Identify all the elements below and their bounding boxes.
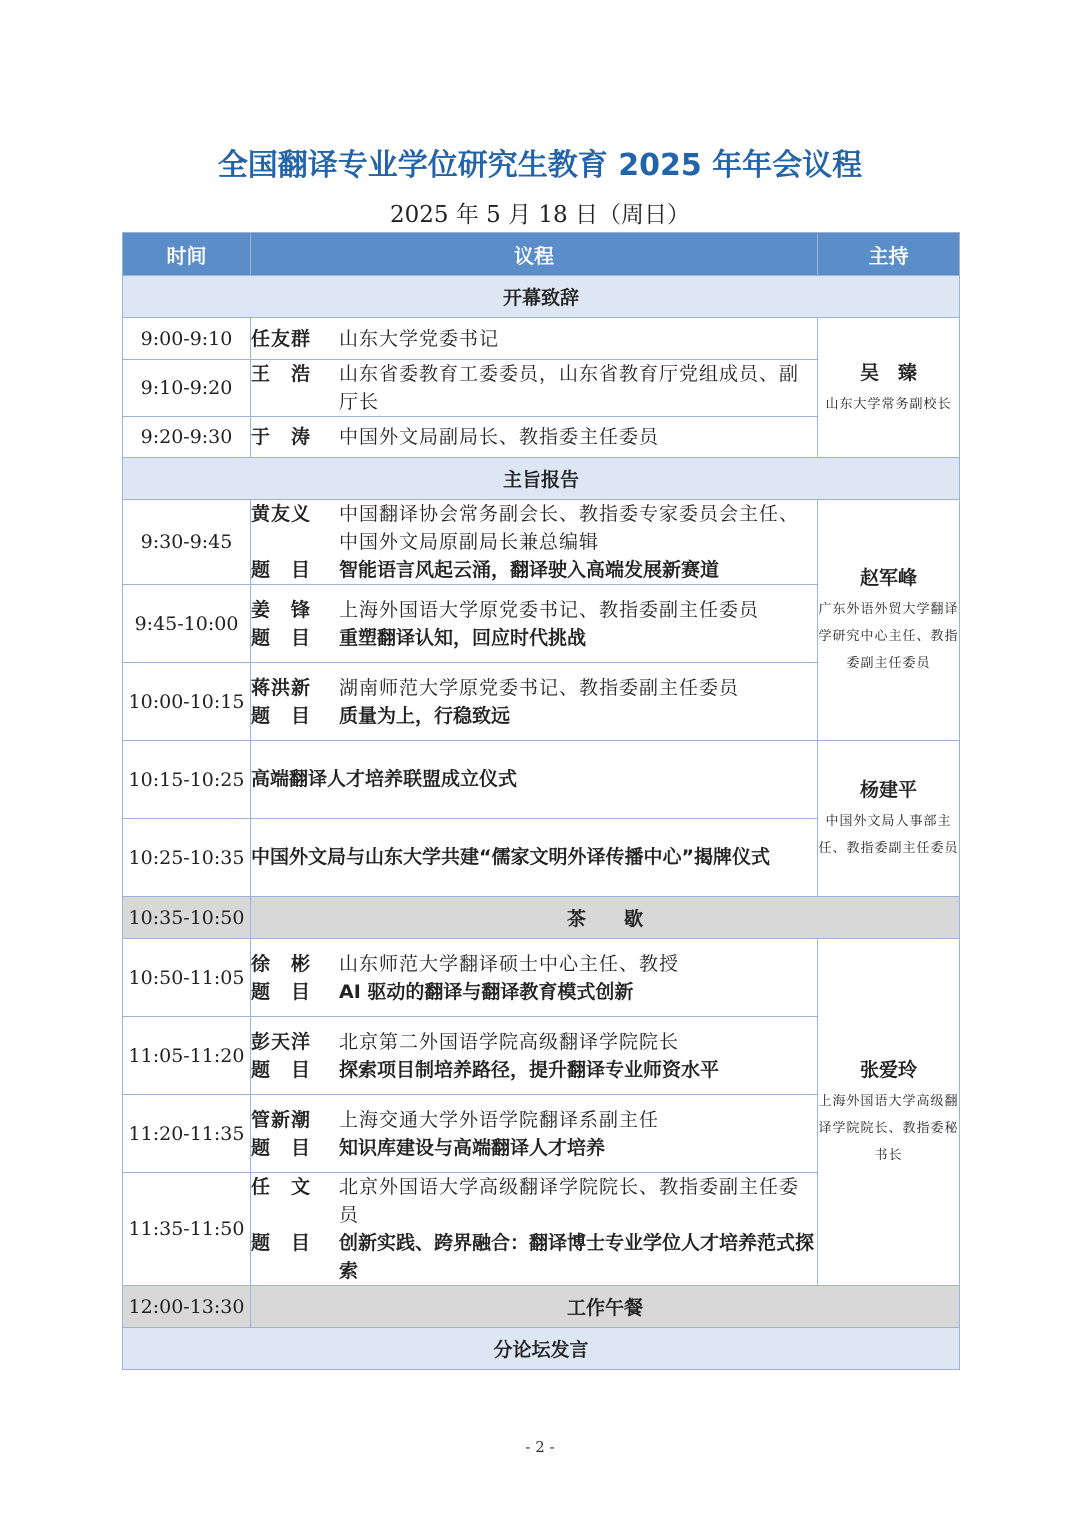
agenda-cell (251, 1173, 818, 1286)
host-name: 赵军峰 (859, 567, 917, 589)
header-agenda: 议程 (251, 233, 818, 276)
time-cell: 11:05-11:20 (123, 1017, 251, 1095)
time-cell: 11:20-11:35 (123, 1095, 251, 1173)
page-title: 全国翻译专业学位研究生教育 2025 年年会议程 (217, 148, 863, 183)
host-cell (818, 741, 960, 897)
host-cell (818, 500, 960, 741)
header-host: 主持 (818, 233, 960, 276)
section-row-forum (123, 1328, 960, 1370)
topic-label: 题 目 (251, 980, 312, 1003)
topic-label: 题 目 (251, 1232, 312, 1254)
time-cell: 9:30-9:45 (123, 500, 251, 585)
time-cell: 9:20-9:30 (123, 417, 251, 458)
break-label: 茶 歇 (251, 897, 960, 939)
agenda-cell (251, 939, 818, 1017)
speaker-role: 北京第二外国语学院高级翻译学院院长 (339, 1030, 680, 1053)
speaker-role: 上海交通大学外语学院翻译系副主任 (339, 1108, 660, 1131)
agenda-cell (251, 318, 818, 360)
talk-topic: 智能语言风起云涌，翻译驶入高端发展新赛道 (339, 559, 720, 581)
lunch-row (123, 1286, 960, 1328)
topic-label: 题 目 (251, 559, 312, 581)
table-row (123, 500, 960, 585)
host-desc: 山东大学常务副校长 (825, 396, 952, 412)
time-cell: 9:00-9:10 (123, 318, 251, 360)
section-row-opening (123, 276, 960, 318)
agenda-cell (251, 663, 818, 741)
time-cell: 12:00-13:30 (123, 1286, 251, 1328)
table-row (123, 939, 960, 1017)
speaker-role: 山东省委教育工委委员，山东省教育厅党组成员、副厅长 (339, 363, 800, 413)
section-opening: 开幕致辞 (123, 276, 960, 318)
talk-topic: 重塑翻译认知，回应时代挑战 (339, 626, 587, 649)
section-forum: 分论坛发言 (123, 1328, 960, 1370)
host-desc: 中国外文局人事部主任、教指委副主任委员 (818, 814, 959, 856)
time-cell: 10:15-10:25 (123, 741, 251, 819)
topic-label: 题 目 (251, 626, 312, 649)
table-header-row (123, 233, 960, 276)
speaker-role: 上海外国语大学原党委书记、教指委副主任委员 (339, 598, 760, 621)
break-row (123, 897, 960, 939)
agenda-cell (251, 360, 818, 417)
speaker-role: 中国翻译协会常务副会长、教指委专家委员会主任、中国外文局原副局长兼总编辑 (339, 503, 800, 553)
agenda-cell (251, 741, 818, 819)
talk-topic: AI 驱动的翻译与翻译教育模式创新 (339, 980, 634, 1003)
speaker-role: 北京外国语大学高级翻译学院院长、教指委副主任委员 (339, 1176, 800, 1226)
time-cell: 10:35-10:50 (123, 897, 251, 939)
host-name: 杨建平 (859, 779, 917, 801)
speaker-name: 蒋洪新 (251, 676, 312, 699)
time-cell: 10:50-11:05 (123, 939, 251, 1017)
speaker-role: 山东大学党委书记 (339, 327, 500, 350)
time-cell: 9:45-10:00 (123, 585, 251, 663)
speaker-name: 姜 锋 (251, 598, 312, 621)
speaker-name: 彭天洋 (251, 1030, 312, 1053)
agenda-cell (251, 500, 818, 585)
speaker-name: 任 文 (251, 1176, 312, 1198)
speaker-role: 山东师范大学翻译硕士中心主任、教授 (339, 952, 680, 975)
speaker-name: 黄友义 (251, 503, 312, 525)
time-cell: 9:10-9:20 (123, 360, 251, 417)
speaker-name: 任友群 (251, 327, 312, 350)
talk-topic: 知识库建设与高端翻译人才培养 (339, 1136, 606, 1159)
speaker-role: 湖南师范大学原党委书记、教指委副主任委员 (339, 676, 740, 699)
time-cell: 10:00-10:15 (123, 663, 251, 741)
agenda-cell (251, 1017, 818, 1095)
page-number: - 2 - (525, 1438, 555, 1456)
time-cell: 10:25-10:35 (123, 819, 251, 897)
topic-label: 题 目 (251, 704, 312, 727)
host-name: 吴 臻 (859, 361, 917, 384)
page-date: 2025 年 5 月 18 日（周日） (390, 202, 690, 228)
speaker-name: 于 涛 (251, 426, 312, 448)
host-name: 张爱玲 (859, 1059, 917, 1081)
speaker-name: 王 浩 (251, 363, 312, 385)
agenda-cell (251, 1095, 818, 1173)
host-cell (818, 939, 960, 1286)
agenda-table (122, 232, 960, 1370)
ceremony-text: 中国外文局与山东大学共建“儒家文明外译传播中心”揭牌仪式 (251, 846, 770, 868)
header-time: 时间 (123, 233, 251, 276)
speaker-name: 徐 彬 (251, 952, 312, 975)
section-keynote: 主旨报告 (123, 458, 960, 500)
talk-topic: 探索项目制培养路径，提升翻译专业师资水平 (339, 1058, 720, 1081)
topic-label: 题 目 (251, 1136, 312, 1159)
speaker-role: 中国外文局副局长、教指委主任委员 (339, 426, 660, 448)
table-row (123, 741, 960, 819)
table-row (123, 318, 960, 360)
ceremony-text: 高端翻译人才培养联盟成立仪式 (251, 768, 518, 790)
agenda-cell (251, 417, 818, 458)
agenda-cell (251, 819, 818, 897)
host-desc: 上海外国语大学高级翻译学院院长、教指委秘书长 (818, 1094, 959, 1163)
host-desc: 广东外语外贸大学翻译学研究中心主任、教指委副主任委员 (818, 602, 959, 671)
speaker-name: 管新潮 (251, 1108, 312, 1131)
host-cell (818, 318, 960, 458)
talk-topic: 质量为上，行稳致远 (339, 704, 511, 727)
lunch-label: 工作午餐 (251, 1286, 960, 1328)
agenda-cell (251, 585, 818, 663)
section-row-keynote (123, 458, 960, 500)
time-cell: 11:35-11:50 (123, 1173, 251, 1286)
talk-topic: 创新实践、跨界融合：翻译博士专业学位人才培养范式探索 (339, 1232, 815, 1282)
topic-label: 题 目 (251, 1058, 312, 1081)
